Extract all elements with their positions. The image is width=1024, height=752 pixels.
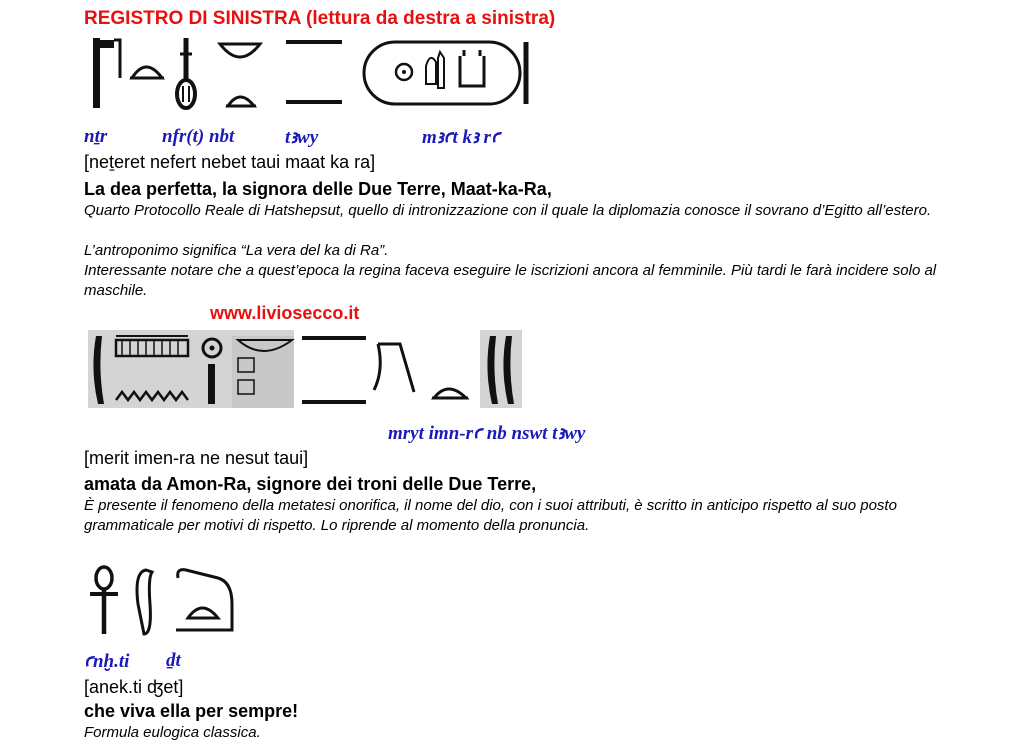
hieroglyph-row-3 (86, 564, 246, 642)
note-1b: L’antroponimo significa “La vera del ka di Ra”. (84, 242, 389, 259)
nefer-heart-windpipe-icon (177, 38, 195, 108)
translit-djet: ḏt (166, 650, 181, 671)
two-lands-icon (286, 40, 342, 104)
hieroglyph-row-1 (80, 34, 540, 114)
translit-tawy: tꜣwy (285, 127, 319, 148)
phonetic-reading-3: [anek.ti ʤet] (84, 677, 184, 697)
translation-1: La dea perfetta, la signora delle Due Terre, Maat-ka-Ra, (84, 179, 552, 199)
translation-2: amata da Amon-Ra, signore dei troni delle Due Terre, (84, 474, 537, 494)
cartouche-maatkare-icon (364, 42, 526, 104)
translit-2: mryt imn-rꜥ nb nswt tꜣwy (388, 423, 586, 444)
bowl-icon (232, 336, 294, 408)
loaf-icon (432, 389, 468, 398)
neter-flag-icon (93, 38, 120, 108)
hieroglyph-row-2 (88, 330, 538, 410)
translit-neter: nṯr (84, 126, 108, 147)
cobra-icon (176, 570, 232, 630)
translit-maatkare: mꜣꜥt kꜣ rꜥ (422, 127, 500, 148)
phonetic-reading-1: [neṯeret nefert nebet taui maat ka ra] (84, 152, 376, 172)
ankh-icon (90, 567, 118, 634)
phonetic-reading-2: [merit imen-ra ne nesut taui] (84, 448, 309, 468)
double-reed-icon (480, 330, 522, 408)
note-1c: Interessante notare che a quest’epoca la regina faceva eseguire le iscrizioni ancora al femminile. Più tardi le farà incidere solo al maschile. (84, 262, 937, 299)
sedge-plant-icon (374, 344, 414, 392)
page-title: REGISTRO DI SINISTRA (lettura da destra a sinistra) (84, 8, 556, 29)
translit-nefert-nebet: nfr(t) nbt (162, 126, 235, 147)
basket-icon (220, 44, 260, 106)
two-lands-icon (302, 336, 366, 404)
watermark-url: www.liviosecco.it (210, 303, 360, 323)
note-2: È presente il fenomeno della metatesi onorifica, il nome del dio, con i suoi attributi, è scritto in anticipo rispetto al suo posto grammaticale per motivi di rispetto. Lo riprende al momento della pronuncia. (84, 497, 897, 534)
bread-loaf-icon (130, 67, 164, 78)
translation-3: che viva ella per sempre! (84, 701, 299, 721)
note-3: Formula eulogica classica. (84, 724, 261, 741)
reed-leaf-icon (137, 570, 152, 634)
translit-ankhti: ꜥnḫ.ti (84, 651, 130, 672)
note-1a: Quarto Protocollo Reale di Hatshepsut, quello di intronizzazione con il quale la diplomazia conosce il sovrano d’Egitto all’estero. (84, 202, 932, 219)
